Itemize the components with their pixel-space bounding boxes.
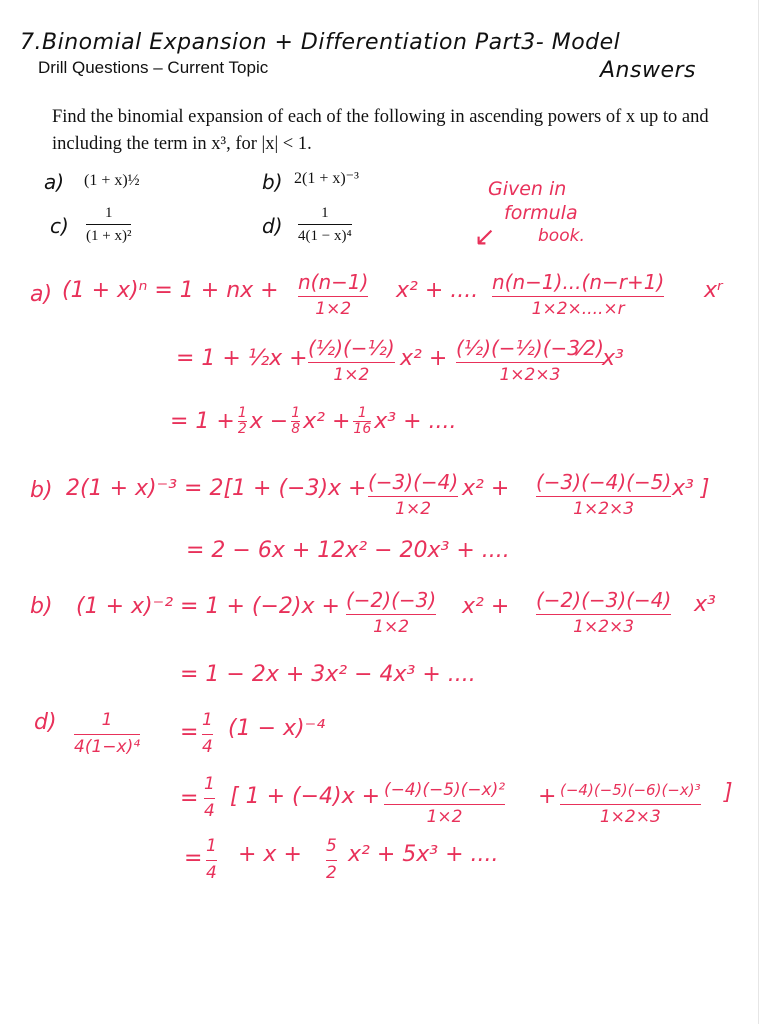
fraction-denominator: 2	[237, 421, 247, 437]
page-title-continuation: Answers	[600, 58, 696, 83]
answer-b-line1-mid: x² +	[462, 476, 510, 501]
part-a-expression: (1 + x)½	[84, 172, 140, 189]
answer-d-line2-fraction2	[560, 778, 701, 827]
fraction-denominator: 1×2	[395, 499, 432, 519]
answer-a-line3-part: x −	[249, 409, 289, 434]
answer-c-line1-mid: x² +	[462, 594, 510, 619]
fraction-numerator: 1	[357, 405, 367, 421]
fraction-denominator: 4	[204, 801, 215, 821]
answer-a-label: a)	[30, 282, 53, 307]
fraction-denominator: 2	[326, 863, 337, 883]
answer-a-line3-part: = 1 +	[170, 409, 235, 434]
fraction-numerator: (−2)(−3)(−4)	[536, 588, 672, 612]
answer-a-line3	[170, 406, 456, 437]
fraction-bar	[74, 734, 140, 735]
fraction-bar	[202, 734, 213, 735]
answer-b-line2: = 2 − 6x + 12x² − 20x³ + ....	[186, 538, 510, 563]
question-instruction-line1: Find the binomial expansion of each of the following in ascending powers of x up to and	[52, 107, 709, 127]
fraction-bar	[368, 496, 458, 497]
fraction-denominator: 4(1−x)⁴	[74, 737, 141, 757]
part-c-fraction	[86, 204, 131, 245]
answer-a-line1-mid: x² + ....	[396, 278, 479, 303]
part-c-label: c)	[50, 214, 69, 238]
fraction-bar	[384, 804, 505, 805]
answer-a-line1-fraction2	[492, 270, 664, 319]
fraction-denominator: 16	[353, 421, 372, 437]
answer-d-label: d)	[34, 710, 57, 735]
fraction-denominator: 1×2×....×r	[531, 299, 625, 319]
answer-d-line2-equals: =	[180, 786, 199, 811]
fraction-denominator: 1×2	[333, 365, 370, 385]
page-title: 7.Binomial Expansion + Differentiation Part3- Model	[20, 30, 621, 55]
answer-d-line3-fraction	[326, 834, 337, 883]
fraction-numerator: (−2)(−3)	[346, 588, 437, 612]
fraction-numerator: n(n−1)...(n−r+1)	[492, 270, 665, 294]
answer-a-line3-part: x² +	[303, 409, 351, 434]
fraction-bar	[536, 496, 671, 497]
fraction-bar	[204, 798, 215, 799]
answer-d-line3-mid: + x +	[238, 842, 302, 867]
fraction-denominator: 1×2×3	[573, 499, 635, 519]
fraction-numerator: (−3)(−4)	[368, 470, 459, 494]
fraction-numerator: (½)(−½)(−3⁄2)	[456, 336, 604, 360]
answer-a-line3-part: x³ + ....	[374, 409, 457, 434]
fraction-numerator: 1	[204, 774, 215, 794]
fraction-denominator: 1×2×3	[599, 807, 661, 827]
fraction-bar	[298, 296, 368, 297]
answer-c-line2: = 1 − 2x + 3x² − 4x³ + ....	[180, 662, 476, 687]
fraction-bar	[346, 614, 436, 615]
part-c-denominator: (1 + x)²	[86, 228, 132, 244]
fraction	[353, 406, 371, 437]
fraction-denominator: 1×2	[373, 617, 410, 637]
fraction-numerator: 5	[326, 836, 337, 856]
answer-c-line1-fraction1	[346, 588, 436, 637]
fraction-numerator: (−4)(−5)(−6)(−x)³	[560, 781, 701, 799]
answer-c-line1-lhs: (1 + x)⁻² = 1 + (−2)x +	[76, 594, 340, 619]
answer-d-line2-lhs: [ 1 + (−4)x +	[230, 784, 381, 809]
fraction-numerator: (−4)(−5)(−x)²	[384, 780, 506, 800]
fraction-bar	[86, 224, 131, 225]
fraction-bar	[206, 860, 217, 861]
question-instruction-line2: including the term in x³, for |x| < 1.	[52, 134, 312, 154]
fraction-numerator: 1	[206, 836, 217, 856]
part-b-expression: 2(1 + x)⁻³	[294, 170, 359, 187]
fraction-denominator: 4	[206, 863, 217, 883]
answer-a-line1-end: xʳ	[704, 278, 723, 303]
note-line2: formula	[504, 202, 578, 224]
answer-d-line2-mid: +	[538, 784, 557, 809]
fraction-numerator: 1	[291, 405, 301, 421]
part-a-label: a)	[44, 170, 65, 194]
fraction-numerator: 1	[237, 405, 247, 421]
fraction	[238, 406, 247, 437]
answer-d-line3-quarter	[206, 834, 217, 883]
answer-a-line1-lhs: (1 + x)ⁿ = 1 + nx +	[62, 278, 279, 303]
fraction-bar	[456, 362, 604, 363]
fraction-bar	[308, 362, 395, 363]
fraction-denominator: 1×2×3	[573, 617, 635, 637]
fraction-numerator: 1	[101, 710, 113, 730]
answer-a-line2-fraction2	[456, 336, 604, 385]
answer-d-line2-fraction1	[384, 778, 505, 827]
fraction-denominator: 1×2×3	[499, 365, 561, 385]
page-edge-line	[758, 0, 759, 1024]
answer-a-line1-fraction1	[298, 270, 368, 319]
part-d-label: d)	[262, 214, 283, 238]
page-subtitle: Drill Questions – Current Topic	[38, 58, 269, 77]
part-c-numerator: 1	[104, 205, 113, 221]
fraction-denominator: 1×2	[315, 299, 352, 319]
answer-b-line1-end: x³ ]	[672, 476, 710, 501]
answer-d-line2-quarter	[204, 772, 215, 821]
fraction	[291, 406, 300, 437]
answer-c-line1-end: x³	[694, 592, 716, 617]
answer-b-line1-fraction1	[368, 470, 458, 519]
answer-c-label: b)	[30, 594, 53, 619]
answer-d-line3-end: x² + 5x³ + ....	[348, 842, 499, 867]
answer-d-line1-quarter	[202, 708, 213, 757]
answer-b-label: b)	[30, 478, 53, 503]
answer-d-line1-equals: =	[180, 720, 199, 745]
fraction-numerator: n(n−1)	[298, 270, 369, 294]
fraction-numerator: (½)(−½)	[308, 336, 395, 360]
fraction-bar	[298, 224, 352, 225]
part-b-label: b)	[262, 170, 283, 194]
answer-a-line2-mid: x² +	[400, 346, 448, 371]
arrow-icon: ↙	[474, 222, 496, 252]
fraction-bar	[560, 804, 701, 805]
note-line1: Given in	[488, 178, 567, 200]
answer-a-line2-lhs: = 1 + ½x +	[176, 346, 308, 371]
answer-a-line2-end: x³	[602, 346, 624, 371]
answer-c-line1-fraction2	[536, 588, 671, 637]
answer-d-line2-end: ]	[724, 780, 733, 805]
note-line3: book.	[538, 226, 585, 246]
answer-d-line1-fraction	[74, 708, 140, 757]
fraction-numerator: 1	[202, 710, 213, 730]
answer-a-line2-fraction1	[308, 336, 395, 385]
fraction-bar	[326, 860, 337, 861]
fraction-denominator: 4	[202, 737, 213, 757]
part-d-numerator: 1	[321, 205, 329, 221]
fraction-numerator: (−3)(−4)(−5)	[536, 470, 672, 494]
part-d-fraction	[298, 204, 352, 245]
answer-b-line1-fraction2	[536, 470, 671, 519]
fraction-denominator: 8	[291, 421, 301, 437]
answer-d-line3-equals: =	[184, 846, 203, 871]
fraction-bar	[536, 614, 671, 615]
fraction-denominator: 1×2	[426, 807, 463, 827]
answer-d-line1-rhs: (1 − x)⁻⁴	[228, 716, 326, 741]
answer-b-line1-lhs: 2(1 + x)⁻³ = 2[1 + (−3)x +	[66, 476, 367, 501]
part-d-denominator: 4(1 − x)⁴	[298, 228, 352, 244]
fraction-bar	[492, 296, 664, 297]
